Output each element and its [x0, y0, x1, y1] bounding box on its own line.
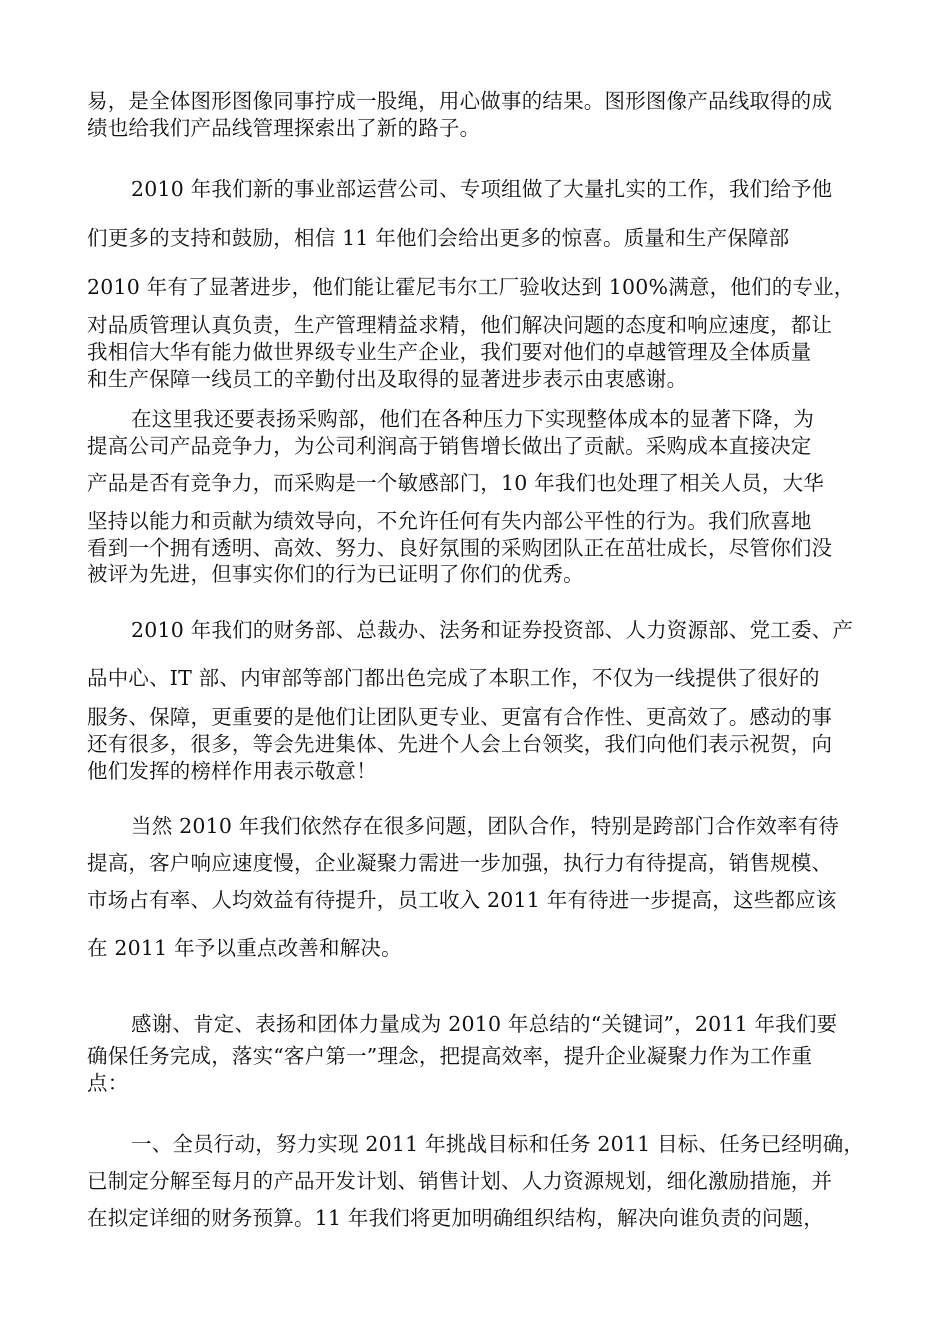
text-line: 市场占有率、人均效益有待提升，员工收入 2011 年有待进一步提高，这些都应该: [87, 888, 837, 912]
text-line: 2010 年我们新的事业部运营公司、专项组做了大量扎实的工作，我们给予他: [131, 177, 833, 201]
text-line: 当然 2010 年我们依然存在很多问题，团队合作，特别是跨部门合作效率有待: [131, 814, 840, 838]
text-line: 他们发挥的榜样作用表示敬意！: [87, 759, 377, 783]
text-line: 确保任务完成，落实“客户第一”理念，把提高效率，提升企业凝聚力作为工作重: [87, 1044, 813, 1068]
text-line: 易，是全体图形图像同事拧成一股绳，用心做事的结果。图形图像产品线取得的成: [87, 89, 833, 113]
text-line: 在这里我还要表扬采购部，他们在各种压力下实现整体成本的显著下降，为: [131, 407, 815, 431]
text-line: 和生产保障一线员工的辛勤付出及取得的显著进步表示由衷感谢。: [87, 367, 688, 391]
text-line: 绩也给我们产品线管理探索出了新的路子。: [87, 116, 481, 140]
text-line: 点：: [87, 1071, 129, 1095]
text-line: 在 2011 年予以重点改善和解决。: [87, 936, 402, 960]
text-line: 服务、保障，更重要的是他们让团队更专业、更富有合作性、更高效了。感动的事: [87, 705, 833, 729]
text-line: 还有很多，很多，等会先进集体、先进个人会上台领奖，我们向他们表示祝贺，向: [87, 732, 833, 756]
text-line: 对品质管理认真负责，生产管理精益求精，他们解决问题的态度和响应速度，都让: [87, 313, 833, 337]
text-line: 坚持以能力和贡献为绩效导向，不允许任何有失内部公平性的行为。我们欣喜地: [87, 509, 812, 533]
text-line: 产品是否有竞争力，而采购是一个敏感部门，10 年我们也处理了相关人员，大华: [87, 471, 824, 495]
text-line: 们更多的支持和鼓励，相信 11 年他们会给出更多的惊喜。质量和生产保障部: [87, 226, 790, 250]
text-line: 在拟定详细的财务预算。11 年我们将更加明确组织结构，解决向谁负责的问题，: [87, 1206, 824, 1230]
text-line: 被评为先进，但事实你们的行为已证明了你们的优秀。: [87, 562, 584, 586]
text-line: 2010 年有了显著进步，他们能让霍尼韦尔工厂验收达到 100%满意，他们的专业，: [87, 275, 855, 299]
text-line: 品中心、IT 部、内审部等部门都出色完成了本职工作，不仅为一线提供了很好的: [87, 666, 820, 690]
text-line: 感谢、肯定、表扬和团体力量成为 2010 年总结的“关键词”，2011 年我们要: [131, 1012, 838, 1036]
text-line: 看到一个拥有透明、高效、努力、良好氛围的采购团队正在茁壮成长，尽管你们没: [87, 536, 833, 560]
text-line: 提高公司产品竞争力，为公司利润高于销售增长做出了贡献。采购成本直接决定: [87, 434, 812, 458]
text-line: 2010 年我们的财务部、总裁办、法务和证券投资部、人力资源部、党工委、产: [131, 618, 854, 642]
text-line: 已制定分解至每月的产品开发计划、销售计划、人力资源规划，细化激励措施，并: [87, 1169, 833, 1193]
text-line: 一、全员行动，努力实现 2011 年挑战目标和任务 2011 目标、任务已经明确，: [131, 1132, 865, 1156]
text-line: 提高，客户响应速度慢，企业凝聚力需进一步加强，执行力有待提高，销售规模、: [87, 851, 833, 875]
text-line: 我相信大华有能力做世界级专业生产企业，我们要对他们的卓越管理及全体质量: [87, 340, 812, 364]
